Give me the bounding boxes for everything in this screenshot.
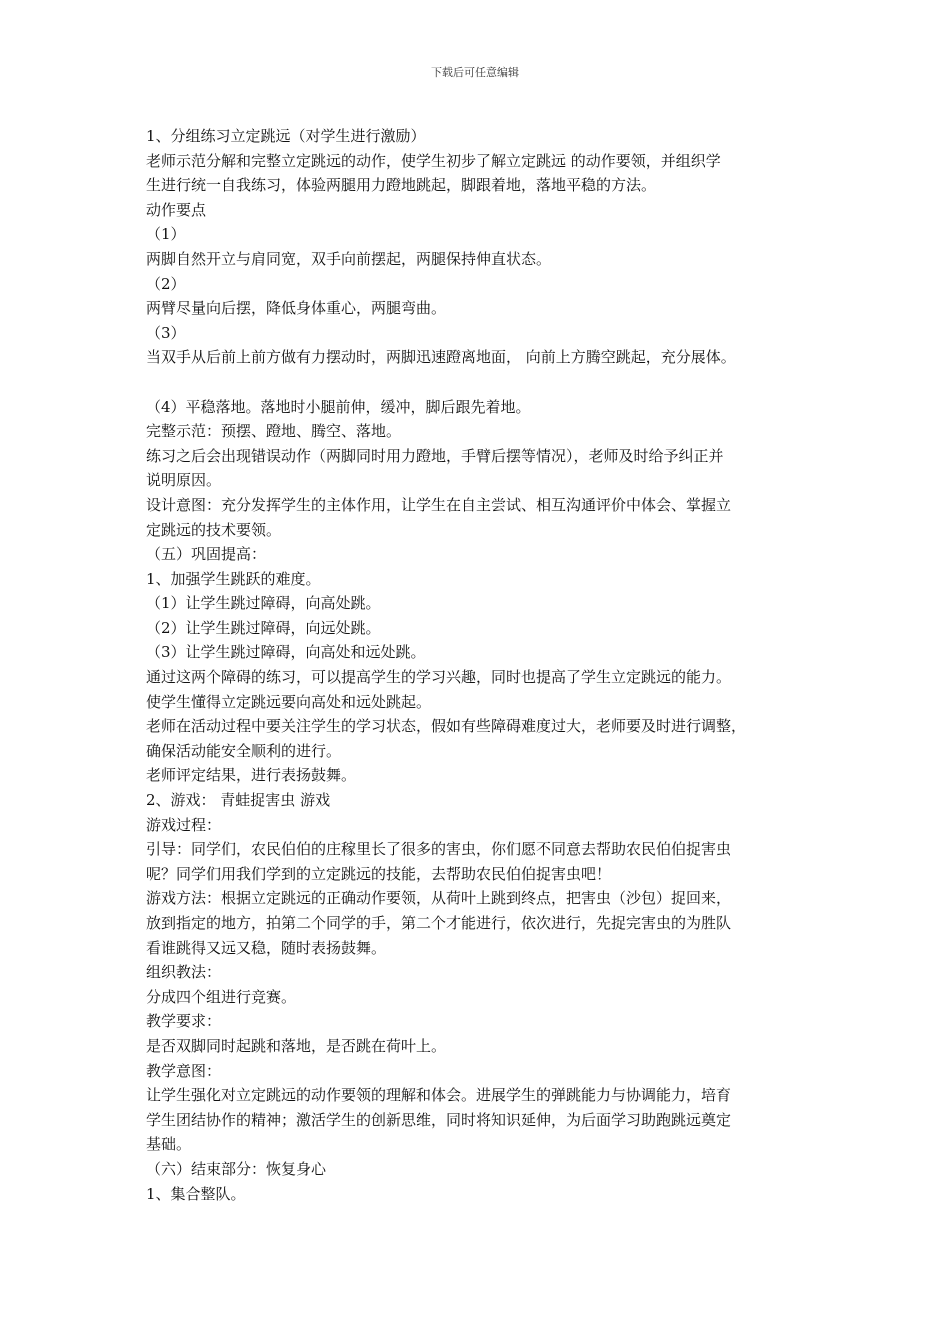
paragraph-line: 两臂尽量向后摆，降低身体重心，两腿弯曲。 — [146, 299, 447, 318]
paragraph-line: 确保活动能安全顺利的进行。 — [146, 741, 342, 760]
paragraph-line: 分成四个组进行竞赛。 — [146, 987, 297, 1006]
paragraph-line: 动作要点 — [146, 200, 207, 219]
paragraph-line: 教学要求： — [146, 1012, 222, 1031]
blank-line — [146, 370, 826, 395]
paragraph-line: 使学生懂得立定跳远要向高处和远处跳起。 — [146, 692, 432, 711]
paragraph-line: 生进行统一自我练习，体验两腿用力蹬地跳起，脚跟着地，落地平稳的方法。 — [146, 176, 657, 195]
paragraph-line: 两脚自然开立与肩同宽，双手向前摆起，两腿保持伸直状态。 — [146, 249, 552, 268]
paragraph-line: 老师评定结果，进行表扬鼓舞。 — [146, 766, 357, 785]
paragraph-line: 设计意图：充分发挥学生的主体作用，让学生在自主尝试、相互沟通评价中体会、掌握立 — [146, 495, 732, 514]
paragraph-line: 老师示范分解和完整立定跳远的动作，使学生初步了解立定跳远 的动作要领，并组织学 — [146, 151, 721, 170]
paragraph-line: （4）平稳落地。落地时小腿前伸，缓冲，脚后跟先着地。 — [146, 397, 531, 416]
paragraph-line: 完整示范：预摆、蹬地、腾空、落地。 — [146, 422, 402, 441]
paragraph-line: （1）让学生跳过障碍，向高处跳。 — [146, 594, 381, 613]
paragraph-line: 1、分组练习立定跳远（对学生进行激励） — [146, 127, 426, 145]
paragraph-line: 看谁跳得又远又稳，随时表扬鼓舞。 — [146, 938, 387, 957]
paragraph-line: 1、加强学生跳跃的难度。 — [146, 569, 321, 588]
paragraph-line: （1） — [146, 225, 186, 244]
paragraph-line: （3） — [146, 323, 186, 342]
paragraph-line: 练习之后会出现错误动作（两脚同时用力蹬地，手臂后摆等情况），老师及时给予纠正并 — [146, 446, 724, 465]
paragraph-line: 引导：同学们，农民伯伯的庄稼里长了很多的害虫，你们愿不同意去帮助农民伯伯捉害虫 — [146, 840, 732, 859]
paragraph-line: 让学生强化对立定跳远的动作要领的理解和体会。进展学生的弹跳能力与协调能力，培育 — [146, 1086, 732, 1105]
paragraph-line: 是否双脚同时起跳和落地，是否跳在荷叶上。 — [146, 1036, 447, 1055]
paragraph-line: 教学意图： — [146, 1061, 222, 1080]
paragraph-line: 老师在活动过程中要关注学生的学习状态，假如有些障碍难度过大，老师要及时进行调整， — [146, 717, 747, 736]
paragraph-line: 定跳远的技术要领。 — [146, 520, 282, 539]
paragraph-line: 呢？同学们用我们学到的立定跳远的技能，去帮助农民伯伯捉害虫吧！ — [146, 864, 612, 883]
document-body — [146, 124, 826, 1206]
page-header: 下载后可任意编辑 — [431, 66, 519, 79]
paragraph-line: （2） — [146, 274, 186, 293]
paragraph-line: 2、游戏： 青蛙捉害虫 游戏 — [146, 791, 331, 810]
paragraph-line: （2）让学生跳过障碍，向远处跳。 — [146, 618, 381, 637]
section-heading: （五）巩固提高： — [146, 545, 267, 564]
section-heading: （六）结束部分：恢复身心 — [146, 1159, 327, 1178]
paragraph-line: 学生团结协作的精神；激活学生的创新思维，同时将知识延伸，为后面学习助跑跳远奠定 — [146, 1110, 732, 1129]
paragraph-line: 基础。 — [146, 1135, 192, 1154]
paragraph-line: 通过这两个障碍的练习，可以提高学生的学习兴趣，同时也提高了学生立定跳远的能力。 — [146, 668, 732, 687]
paragraph-line: 组织教法： — [146, 963, 222, 982]
paragraph-line: 游戏过程： — [146, 815, 222, 834]
paragraph-line: 放到指定的地方，拍第二个同学的手，第二个才能进行，依次进行，先捉完害虫的为胜队 — [146, 914, 732, 932]
paragraph-line: 说明原因。 — [146, 471, 222, 490]
paragraph-line: 1、集合整队。 — [146, 1184, 246, 1203]
paragraph-line: 当双手从后前上前方做有力摆动时，两脚迅速蹬离地面， 向前上方腾空跳起，充分展体。 — [146, 348, 736, 367]
paragraph-line: 游戏方法：根据立定跳远的正确动作要领，从荷叶上跳到终点，把害虫（沙包）捉回来， — [146, 889, 732, 908]
paragraph-line: （3）让学生跳过障碍，向高处和远处跳。 — [146, 643, 426, 662]
